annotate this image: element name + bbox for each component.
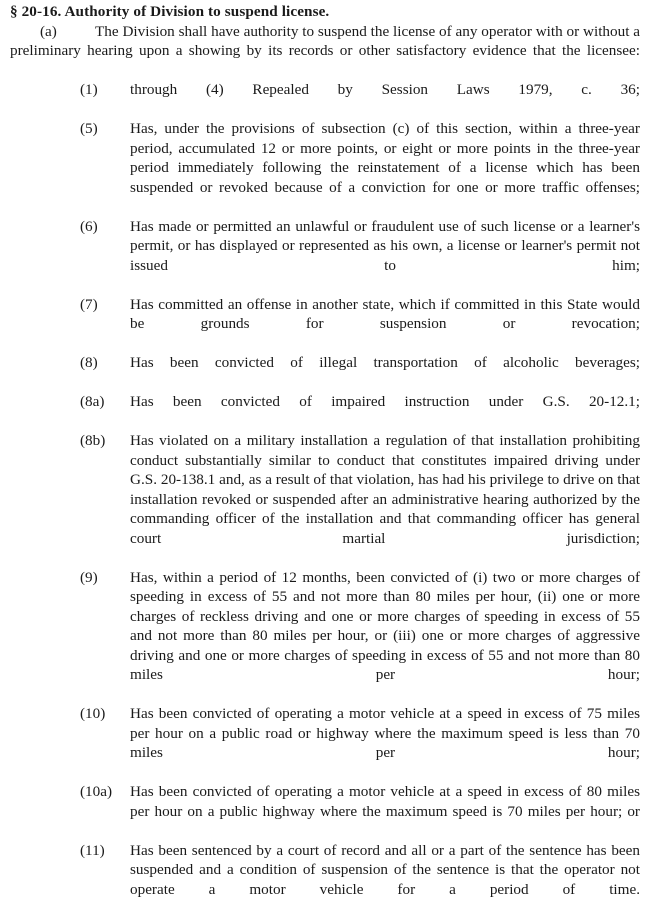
list-item [10,392,640,431]
list-item [10,431,640,568]
list-item [10,295,640,354]
list-item-text: Has, within a period of 12 months, been convicted of (i) two or more charges of speeding in excess of 55 and not more than 80 miles per hour, (ii) one or more charges of reckless driving and one or more charges of speeding in excess of 55 and not more than 80 miles per hour, or (iii) one or more charges of aggressive driving and one or more charges of speeding in excess of 55 and not more than 80 miles per hour; [130,568,640,683]
numbered-item-list [10,80,640,919]
subsection-a-text: The Division shall have authority to suspend the license of any operator with or without a preliminary hearing upon a showing by its records or other satisfactory evidence that the licensee: [10,22,640,59]
list-item-number: (9) [80,568,98,586]
list-item-text: Has been convicted of illegal transportation of alcoholic beverages; [130,354,640,371]
list-item-number: (6) [80,217,98,235]
list-item-text: Has been convicted of operating a motor vehicle at a speed in excess of 80 miles per hour on a public highway where the maximum speed is 70 miles per hour; or [130,783,640,820]
list-item [10,217,640,295]
list-item-text: Has committed an offense in another state, which if committed in this State would be grounds for suspension or revocation; [130,295,640,332]
list-item-number: (8) [80,354,98,371]
list-item-text: Has, under the provisions of subsection (c) of this section, within a three-year period, accumulated 12 or more points, or eight or more points in the three-year period immediately following the reinstatement of a license which has been suspended or revoked because of a conviction for one or more traffic offenses; [130,120,640,196]
list-item-text: through (4) Repealed by Session Laws 1979, c. 36; [130,81,640,98]
list-item-number: (7) [80,295,98,313]
subsection-a-label: (a) [40,22,57,40]
list-item-text: Has violated on a military installation a regulation of that installation prohibiting conduct substantially similar to conduct that constitutes impaired driving under G.S. 20-138.1 and, as a result of that violation, has had his privilege to drive on that installation revoked or suspended after an administrative hearing authorized by the commanding officer of the installation and that commanding officer has general court martial jurisdiction; [130,432,640,547]
list-item-number: (8b) [80,432,106,449]
list-item [10,80,640,119]
list-item [10,704,640,782]
list-item [10,568,640,705]
list-item [10,841,640,919]
list-item [10,782,640,841]
list-item [10,119,640,217]
subsection-a [10,22,640,81]
list-item-number: (8a) [80,393,105,410]
list-item-text: Has been sentenced by a court of record and all or a part of the sentence has been suspended and a condition of suspension of the sentence is that the operator not operate a motor vehicle for a period of time. [130,841,640,898]
list-item-number: (1) [80,81,98,98]
list-item-text: Has made or permitted an unlawful or fraudulent use of such license or a learner's permit, or has displayed or represented as his own, a license or learner's permit not issued to him; [130,217,640,274]
list-item-number: (11) [80,841,105,859]
list-item-number: (5) [80,120,98,137]
section-heading: § 20-16. Authority of Division to suspend license. [10,3,330,20]
document-body [10,2,640,919]
list-item-number: (10) [80,705,106,722]
list-item-text: Has been convicted of operating a motor vehicle at a speed in excess of 75 miles per hour on a public road or highway where the maximum speed is less than 70 miles per hour; [130,705,640,761]
list-item-number: (10a) [80,783,113,800]
list-item-text: Has been convicted of impaired instruction under G.S. 20-12.1; [130,393,640,410]
list-item [10,353,640,392]
